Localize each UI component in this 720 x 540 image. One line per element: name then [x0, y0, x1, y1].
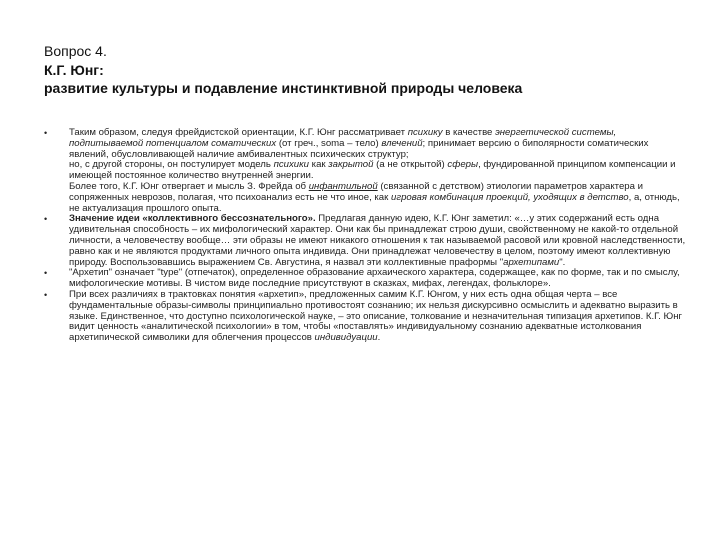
italic-term: инфантильной: [308, 180, 378, 192]
bullet-list: [0, 128, 720, 344]
author-name: К.Г. Юнг:: [44, 61, 104, 78]
paragraph: [69, 128, 686, 160]
italic-term: индивидуации: [314, 332, 378, 344]
italic-term: архетипами: [503, 256, 560, 268]
paragraph: [69, 268, 686, 290]
text-run: При всех различиях в трактовках понятия «архетип», предложенных самим К.Г. Юнгом, у них есть одна общая черта – все фундаментальные образы-символы принципиально противостоят сознанию; их нельзя дискурсивно осмыслить и адекватно выразить в языке. Единственное, что доступно психологической науке, – это описание, толкование и незначительная типизация архетипов. К.Г. Юнг видит ценность «аналитической психологии» в том, чтобы «поставлять» индивидуальному сознанию адекватные истолкования архетипической символики для облегчения процессов: [69, 288, 682, 344]
bullet-icon: •: [44, 128, 48, 138]
bullet-icon: •: [44, 214, 48, 225]
text-run: Более того, К.Г. Юнг отвергает и мысль З. Фрейда об: [69, 180, 309, 192]
text-run: , фундированной принципом компенсации и имеющей постоянное количество внутренней энергии.: [69, 159, 676, 182]
text-run: (от греч., soma – тело): [276, 137, 382, 149]
text-run: "Архетип" означает "type" (отпечаток), определенное образование архаического характера, содержащее, как по форме, так и по смыслу, мифологические мотивы. В чистом виде последние присутствуют в сказках, мифах, легендах, фольклоре».: [69, 267, 680, 290]
italic-term: энергетической системы, подпитываемой потенциалом соматических: [69, 127, 617, 149]
text-run: (связанной с детством) этиологии параметров характера и сопряженных неврозов, полагая, что психоанализ есть не что иное, как: [69, 180, 643, 203]
italic-term: влечений: [381, 137, 423, 149]
text-run: Предлагая данную идею, К.Г. Юнг заметил: «…у этих содержаний есть одна удивительная способность – их мифологический характер. Они как бы принадлежат строю души, свойственному не какой-то отдельной личности, а человечеству вообще… эти образы не имеют никакого отношения к так называемой расовой или кровной наследственности, равно как и не являются продуктами личного опыта индивида. Они принадлежат человечеству в целом, поэтому имеют коллективную природу. Воспользовавшись выражением Св. Августина, я назвал эти коллективные праформы ": [69, 213, 686, 268]
list-item: [0, 128, 720, 214]
italic-term: психику: [407, 127, 443, 138]
paragraph: [69, 160, 686, 182]
text-run: как: [309, 159, 329, 171]
italic-term: игровая комбинация проекций, уходящих в детство: [391, 191, 629, 203]
list-item: [0, 290, 720, 344]
bullet-icon: •: [44, 289, 48, 300]
text-run: (а не открытой): [373, 159, 448, 171]
bold-term: Значение идеи «коллективного бессознательного».: [69, 213, 316, 225]
paragraph: [69, 214, 686, 268]
italic-term: закрытой: [328, 159, 374, 171]
text-run: , а, отнюдь, не актуализация прошлого опыта.: [69, 191, 680, 214]
text-run: ".: [559, 256, 566, 268]
question-number: Вопрос 4.: [44, 43, 107, 59]
text-run: в качестве: [442, 127, 496, 138]
italic-term: психики: [273, 159, 309, 171]
text-run: ; принимает версию о биполярности соматических явлений, обусловливающей наличие амбивалентных психических структур;: [69, 137, 649, 160]
text-run: .: [377, 332, 381, 344]
slide-title: [44, 42, 684, 98]
paragraph: [69, 182, 686, 214]
list-item: [0, 268, 720, 290]
paragraph: [69, 290, 686, 344]
list-item: [0, 214, 720, 268]
text-run: но, с другой стороны, он постулирует модель: [69, 159, 274, 171]
bullet-icon: •: [44, 268, 48, 279]
topic-heading: развитие культуры и подавление инстинктивной природы человека: [44, 80, 523, 96]
text-run: Таким образом, следуя фрейдистской ориентации, К.Г. Юнг рассматривает: [69, 127, 408, 138]
italic-term: сферы: [447, 159, 479, 171]
